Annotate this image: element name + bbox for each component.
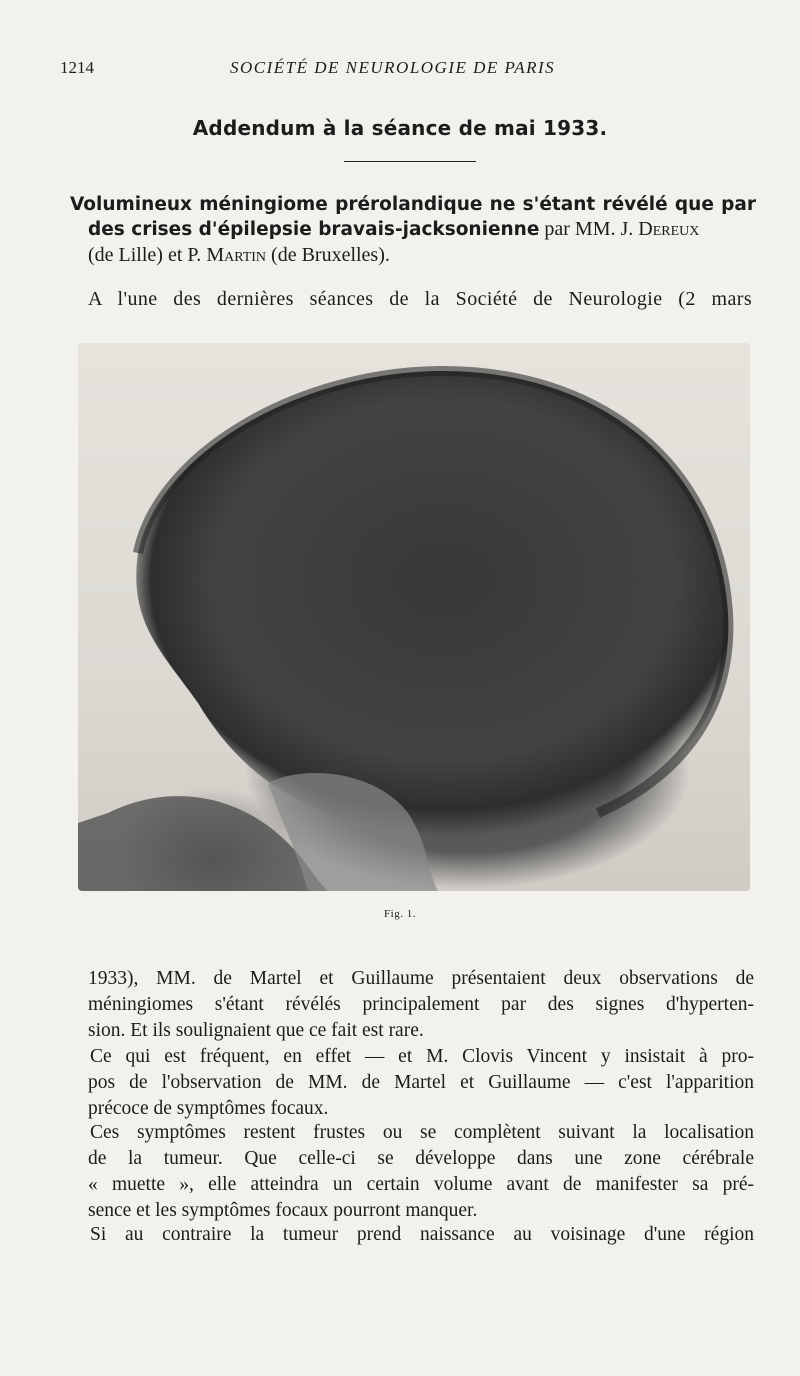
body-line: sence et les symptômes focaux pourront manquer. [88, 1200, 478, 1221]
author-martin: Martin [206, 244, 267, 266]
running-title: SOCIÉTÉ DE NEUROLOGIE DE PARIS [230, 58, 556, 77]
body-line: de la tumeur. Que celle-ci se développe dans une zone cérébrale [88, 1148, 754, 1169]
body-line: Ces symptômes restent frustes ou se complètent suivant la localisation [90, 1122, 754, 1143]
title-par: par MM. J. [539, 218, 639, 240]
title-line-3: (de Lille) et P. Martin (de Bruxelles). [88, 244, 390, 266]
skull-xray-figure [78, 343, 750, 891]
body-line: 1933), MM. de Martel et Guillaume présentaient deux observations de [88, 968, 754, 989]
body-line: méningiomes s'étant révélés principalement par des signes d'hyperten- [88, 994, 754, 1015]
body-line: « muette », elle atteindra un certain volume avant de manifester sa pré- [88, 1174, 754, 1195]
body-line: pos de l'observation de MM. de Martel et Guillaume — c'est l'apparition [88, 1072, 754, 1093]
xray-shading [78, 343, 750, 891]
heading-rule [344, 161, 476, 162]
author-dereux: Dereux [638, 218, 700, 240]
running-head [60, 58, 740, 80]
title-line-2 [88, 217, 756, 242]
body-line: précoce de symptômes focaux. [88, 1098, 329, 1119]
figure-caption: Fig. 1. [384, 908, 416, 920]
page-number: 1214 [60, 58, 94, 77]
title-line-1: Volumineux méningiome prérolandique ne s'étant révélé que par [70, 194, 756, 215]
body-line: Ce qui est fréquent, en effet — et M. Clovis Vincent y insistait à pro- [90, 1046, 754, 1067]
addendum-heading: Addendum à la séance de mai 1933. [192, 116, 608, 140]
body-line: Si au contraire la tumeur prend naissance au voisinage d'une région [90, 1224, 754, 1245]
body-line: sion. Et ils soulignaient que ce fait est rare. [88, 1020, 424, 1041]
intro-line: A l'une des dernières séances de la Société de Neurologie (2 mars [88, 288, 752, 310]
title-bold-part: des crises d'épilepsie bravais-jacksonienne [88, 219, 540, 240]
